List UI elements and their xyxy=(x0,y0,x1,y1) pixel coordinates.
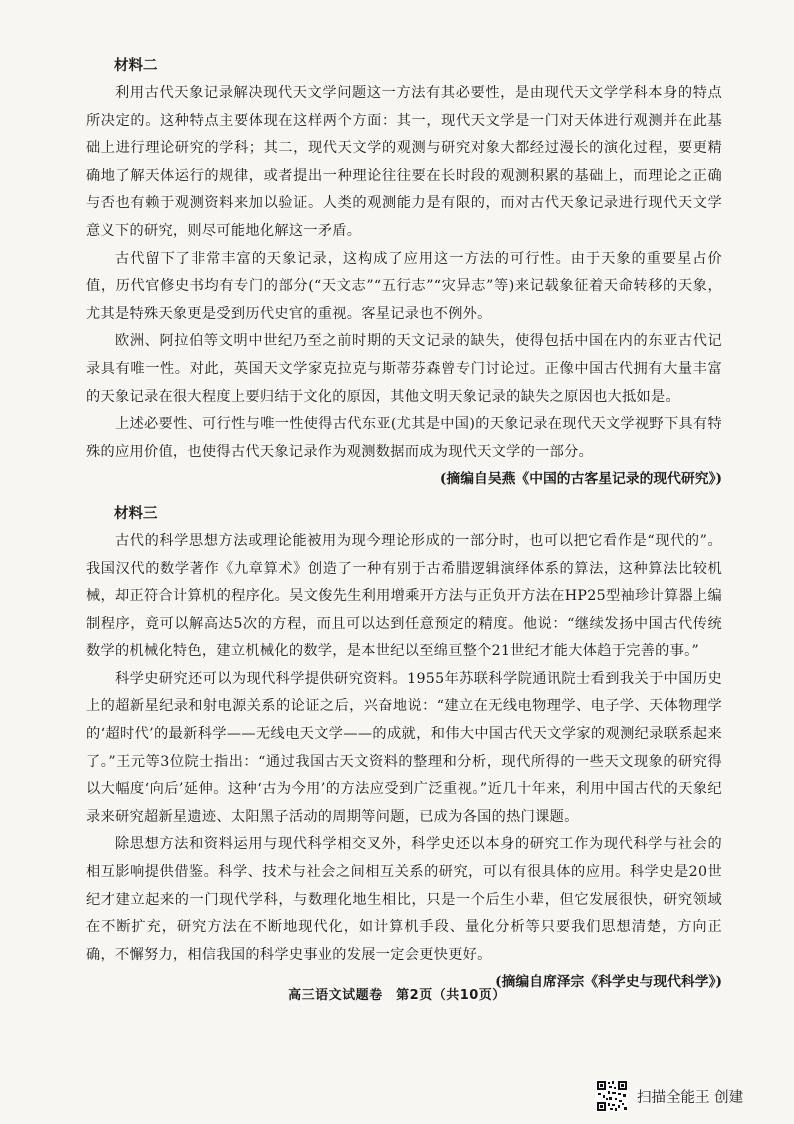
qr-code-icon xyxy=(596,1080,628,1112)
material-three-paragraph: 除思想方法和资料运用与现代科学相交叉外，科学史还以本身的研究工作为现代科学与社会的相互影响提供借鉴。科学、技术与社会之间相互关系的研究，可以有很具体的应用。科学史是20世纪才建立起来的一门现代学科，与数理化地生相比，只是一个后生小辈，但它发展很快，研究领域在不断扩充，研究方法在不断地现代化，如计算机手段、量化分析等只要我们思想清楚，方向正确，不懈努力，相信我国的科学史事业的发展一定会更快更好。 xyxy=(86,836,722,963)
material-three-heading: 材料三 xyxy=(114,505,158,522)
material-two-paragraph: 欧洲、阿拉伯等文明中世纪乃至之前时期的天文记录的缺失，使得包括中国在内的东亚古代记录具有唯一性。对此，英国天文学家克拉克与斯蒂芬森曾专门讨论过。正像中国古代拥有大量丰富的天象记录在很大程度上要归结于文化的原因，其他文明天象记录的缺失之原因也大抵如是。 xyxy=(86,333,722,405)
material-two-paragraph: 利用古代天象记录解决现代天文学问题这一方法有其必要性，是由现代天文学学科本身的特点所决定的。这种特点主要体现在这样两个方面：其一，现代天文学是一门对天体进行观测并在此基础上进行理论研究的学科；其二，现代天文学的观测与研究对象大都经过漫长的演化过程，要更精确地了解天体运行的规律，或者提出一种理论往往要在长时段的观测积累的基础上，而理论之正确与否也有赖于观测资料来加以验证。人类的观测能力是有限的，而对古代天象记录进行现代天文学意义下的研究，则尽可能地化解这一矛盾。 xyxy=(86,85,722,239)
material-three xyxy=(86,500,722,997)
material-two-heading: 材料二 xyxy=(114,58,158,74)
material-two-paragraph: 上述必要性、可行性与唯一性使得古代东亚(尤其是中国)的天象记录在现代天文学视野下具有特殊的应用价值，也使得古代天象记录作为观测数据而成为现代天文学的一部分。 xyxy=(86,416,722,460)
page-footer: 高三语文试题卷 第2页（共10页） xyxy=(288,988,506,1003)
material-two-source: (摘编自吴燕《中国的古客星记录的现代研究》) xyxy=(439,471,722,488)
watermark-text: 扫描全能王 创建 xyxy=(637,1089,744,1106)
material-three-paragraph: 古代的科学思想方法或理论能被用为现今理论形成的一部分时，也可以把它看作是“现代的”。我国汉代的数学著作《九章算术》创造了一种有别于古希腊逻辑演绎体系的算法，这种算法比较机械，却正符合计算机的程序化。吴文俊先生利用增乘开方法与正负开方法在HP25型袖珍计算器上编制程序，竟可以解高达5次的方程，而且可以达到任意预定的精度。他说：“继续发扬中国古代传统数学的机械化特色，建立机械化的数学，是本世纪以至绵亘整个21世纪才能大体趋于完善的事。” xyxy=(86,532,722,660)
material-three-source: (摘编自席泽宗《科学史与现代科学》) xyxy=(495,974,722,991)
material-three-paragraph: 科学史研究还可以为现代科学提供研究资料。1955年苏联科学院通讯院士看到我关于中国历史上的超新星纪录和射电源关系的论证之后，兴奋地说：“建立在无线电物理学、电子学、天体物理学的‘超时代’的最新科学——无线电天文学——的成就，和伟大中国古代天文学家的观测纪录联系起来了。”王元等3位院士指出：“通过我国古天文资料的整理和分析，现代所得的一些天文现象的研究得以大幅度‘向后’延伸。这种‘古为今用’的方法应受到广泛重视。”近几十年来，利用中国古代的天象纪录来研究超新星遗迹、太阳黑子活动的周期等问题，已成为各国的热门课题。 xyxy=(86,670,722,825)
scanner-watermark xyxy=(596,1079,786,1113)
material-two xyxy=(86,52,722,494)
material-two-paragraph: 古代留下了非常丰富的天象记录，这构成了应用这一方法的可行性。由于天象的重要星占价值，历代官修史书均有专门的部分(“天文志”“五行志”“灾异志”等)来记载象征着天命转移的天象，尤其是特殊天象更是受到历代史官的重视。客星记录也不例外。 xyxy=(86,250,722,322)
page-content xyxy=(86,52,722,1003)
